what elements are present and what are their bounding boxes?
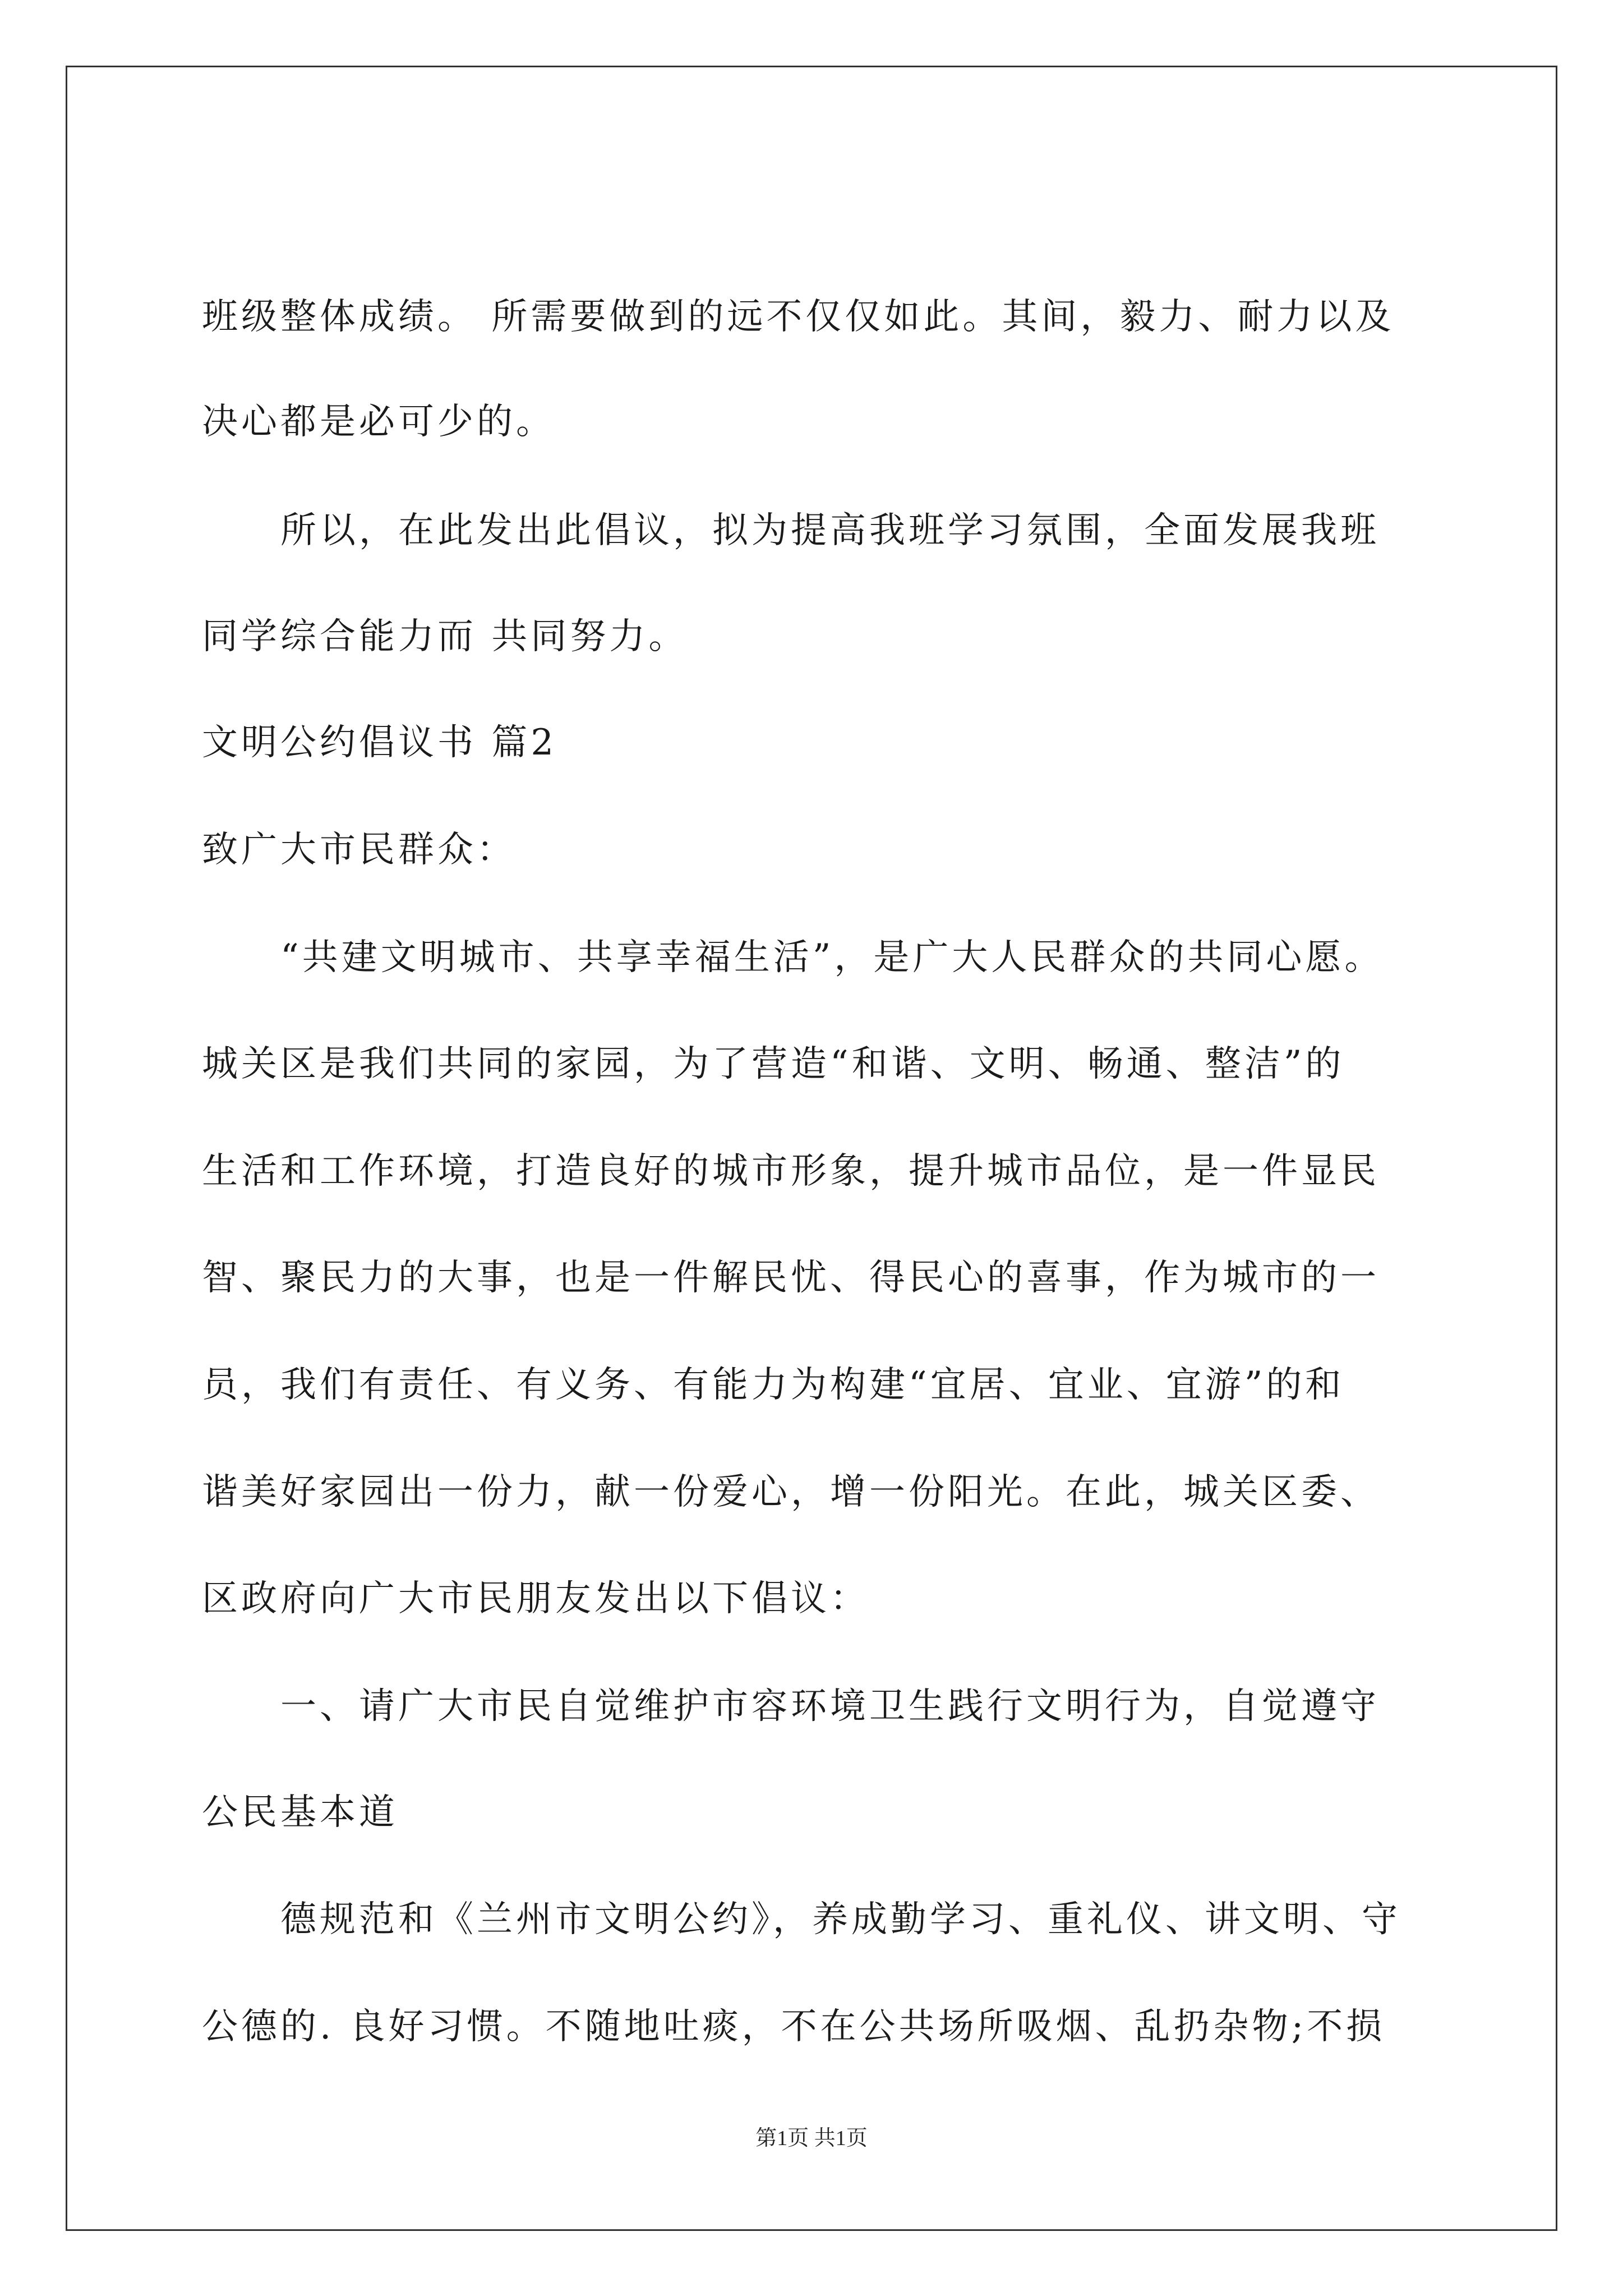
text-line: 区政府向广大市民朋友发出以下倡议： — [202, 1578, 869, 1619]
page-border — [66, 66, 1557, 2231]
text-line: 城关区是我们共同的家园，为了营造“和谐、文明、畅通、整洁”的 — [202, 1043, 1345, 1085]
text-line: 公德的. 良好习惯。不随地吐痰，不在公共场所吸烟、乱扔杂物;不损 — [202, 2006, 1386, 2047]
section-heading: 文明公约倡议书 篇2 — [202, 722, 557, 763]
text-line: 班级整体成绩。 所需要做到的远不仅仅如此。其间，毅力、耐力以及 — [202, 296, 1395, 338]
text-line: 公民基本道 — [202, 1792, 398, 1833]
text-line: 所以，在此发出此倡议，拟为提高我班学习氛围，全面发展我班 — [280, 510, 1380, 551]
text-line: 生活和工作环境，打造良好的城市形象，提升城市品位，是一件显民 — [202, 1151, 1380, 1192]
text-line: “共建文明城市、共享幸福生活”，是广大人民群众的共同心愿。 — [280, 937, 1384, 978]
text-line: 德规范和《兰州市文明公约》，养成勤学习、重礼仪、讲文明、守 — [280, 1899, 1401, 1940]
page-number: 第1页 共1页 — [755, 2127, 868, 2150]
text-line: 决心都是必可少的。 — [202, 401, 555, 443]
text-line: 同学综合能力而 共同努力。 — [202, 616, 688, 657]
document-body — [67, 67, 1556, 2229]
text-line: 智、聚民力的大事，也是一件解民忧、得民心的喜事，作为城市的一 — [202, 1257, 1380, 1299]
text-line: 员，我们有责任、有义务、有能力为构建“宜居、宜业、宜游”的和 — [202, 1364, 1345, 1406]
salutation: 致广大市民群众： — [202, 829, 516, 871]
text-line: 谐美好家园出一份力，献一份爱心，增一份阳光。在此，城关区委、 — [202, 1471, 1380, 1513]
text-line: 一、请广大市民自觉维护市容环境卫生践行文明行为，自觉遵守 — [280, 1686, 1380, 1727]
